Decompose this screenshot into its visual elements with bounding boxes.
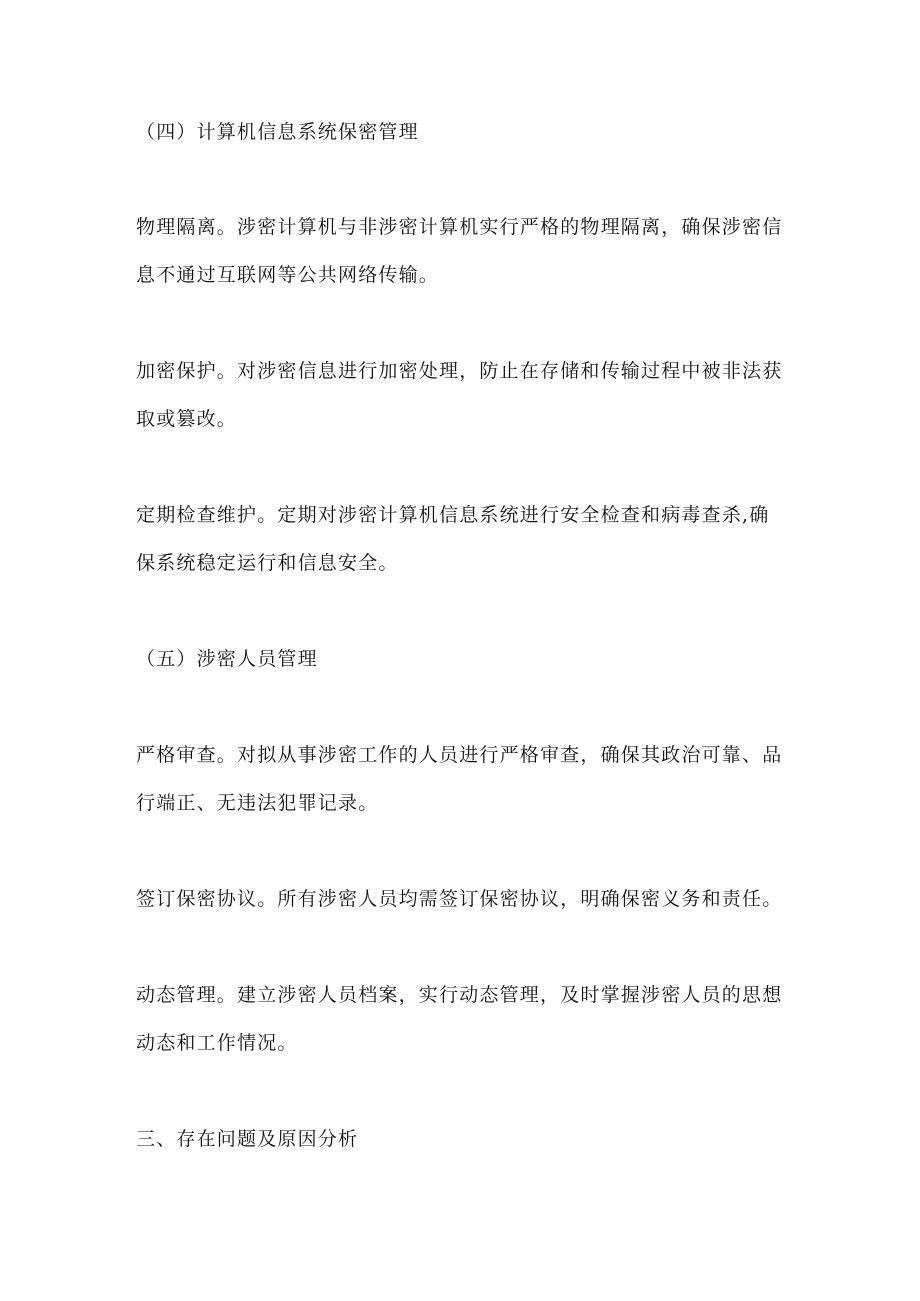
- paragraph-encryption-protection: 加密保护。对涉密信息进行加密处理，防止在存储和传输过程中被非法获取或篡改。: [136, 360, 783, 430]
- section-heading-computer-info-security: （四）计算机信息系统保密管理: [136, 121, 419, 143]
- paragraph-strict-review: 严格审查。对拟从事涉密工作的人员进行严格审查，确保其政治可靠、品行端正、无违法犯罪记录。: [136, 744, 783, 814]
- paragraph-dynamic-management: 动态管理。建立涉密人员档案，实行动态管理，及时掌握涉密人员的思想动态和工作情况。: [136, 984, 783, 1054]
- paragraph-physical-isolation: 物理隔离。涉密计算机与非涉密计算机实行严格的物理隔离，确保涉密信息不通过互联网等公共网络传输。: [136, 216, 783, 286]
- section-heading-classified-personnel: （五）涉密人员管理: [136, 648, 318, 670]
- paragraph-confidentiality-agreement: 签订保密协议。所有涉密人员均需签订保密协议，明确保密义务和责任。: [136, 888, 783, 910]
- section-heading-problems-analysis: 三、存在问题及原因分析: [136, 1128, 359, 1150]
- paragraph-regular-inspection: 定期检查维护。定期对涉密计算机信息系统进行安全检查和病毒查杀,确保系统稳定运行和信息安全。: [136, 504, 770, 574]
